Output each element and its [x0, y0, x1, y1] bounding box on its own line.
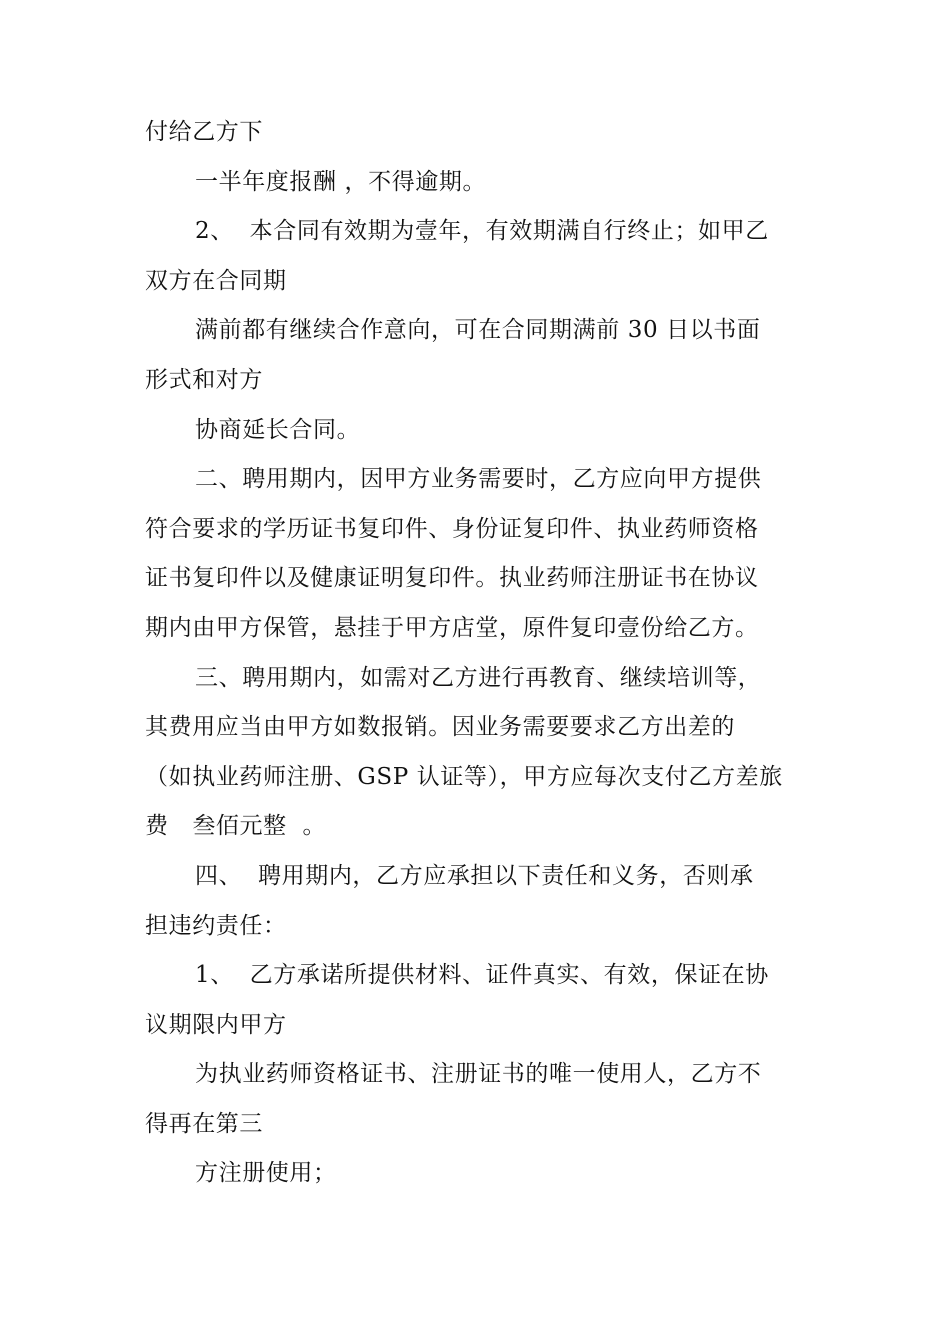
text-line: 得再在第三 — [145, 1110, 263, 1137]
text-line: 协商延长合同。 — [195, 416, 361, 443]
text-line: 付给乙方下 — [145, 119, 263, 145]
text-line: 1、 乙方承诺所提供材料、证件真实、有效，保证在协 — [195, 962, 769, 989]
text-line: 符合要求的学历证书复印件、身份证复印件、执业药师资格 — [145, 515, 759, 542]
text-line: 一半年度报酬 ，不得逾期。 — [195, 168, 487, 195]
text-line: 四、 聘用期内，乙方应承担以下责任和义务，否则承 — [195, 862, 754, 889]
text-line: 二、聘用期内，因甲方业务需要时，乙方应向甲方提供 — [195, 466, 762, 493]
text-line: 为执业药师资格证书、注册证书的唯一使用人，乙方不 — [195, 1061, 762, 1088]
text-line: 其费用应当由甲方如数报销。因业务需要要求乙方出差的 — [145, 714, 735, 741]
text-line: 2、 本合同有效期为壹年，有效期满自行终止；如甲乙 — [195, 218, 769, 245]
text-line: 期内由甲方保管，悬挂于甲方店堂，原件复印壹份给乙方。 — [145, 614, 759, 641]
text-line: 议期限内甲方 — [145, 1011, 287, 1038]
text-line: 费 叁佰元整 。 — [145, 813, 327, 840]
text-line: 双方在合同期 — [145, 267, 287, 294]
text-line: 满前都有继续合作意向，可在合同期满前 30 日以书面 — [195, 317, 761, 344]
text-line: 三、聘用期内，如需对乙方进行再教育、继续培训等， — [195, 664, 762, 691]
text-line: （如执业药师注册、GSP 认证等），甲方应每次支付乙方差旅 — [145, 763, 783, 790]
text-line: 方注册使用； — [195, 1160, 337, 1187]
text-line: 形式和对方 — [145, 366, 263, 393]
document-body — [145, 108, 810, 1199]
text-line: 证书复印件以及健康证明复印件。执业药师注册证书在协议 — [145, 565, 759, 592]
text-line: 担违约责任： — [145, 912, 287, 939]
